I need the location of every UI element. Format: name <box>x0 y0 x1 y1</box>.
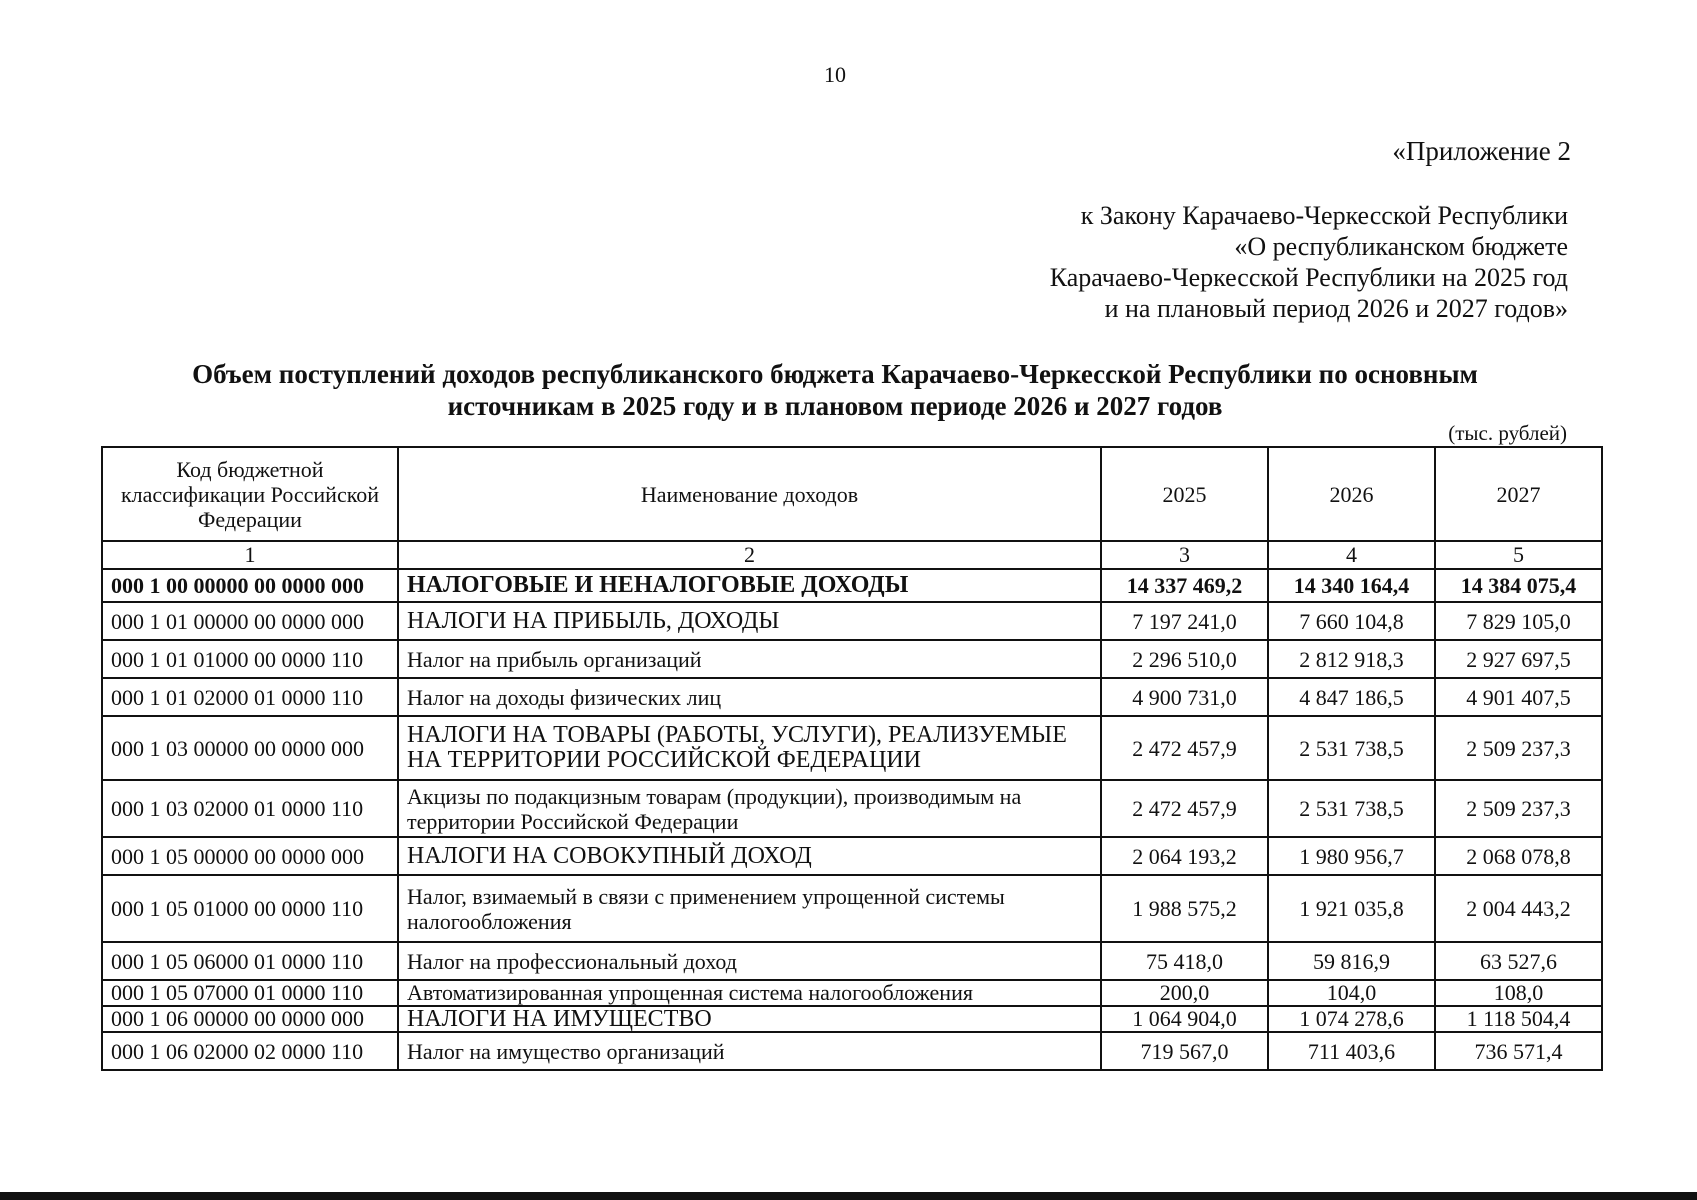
column-number: 5 <box>1435 541 1602 569</box>
row-value-2026: 14 340 164,4 <box>1268 569 1435 602</box>
row-value-2025: 4 900 731,0 <box>1101 678 1268 716</box>
header-year-2027: 2027 <box>1435 447 1602 541</box>
row-name: НАЛОГИ НА ИМУЩЕСТВО <box>398 1006 1101 1032</box>
document-title <box>100 358 1570 422</box>
row-value-2027: 2 509 237,3 <box>1435 716 1602 780</box>
appendix-label: «Приложение 2 <box>1392 136 1571 166</box>
row-code: 000 1 01 01000 00 0000 110 <box>102 640 398 678</box>
document-title-line: источникам в 2025 году и в плановом периоде 2026 и 2027 годов <box>447 391 1223 421</box>
header-code: Код бюджетной классификации Российской Федерации <box>102 447 398 541</box>
row-value-2027: 4 901 407,5 <box>1435 678 1602 716</box>
law-reference-line: Карачаево-Черкесской Республики на 2025 год <box>1049 263 1568 292</box>
row-code: 000 1 03 02000 01 0000 110 <box>102 780 398 837</box>
row-value-2025: 75 418,0 <box>1101 942 1268 980</box>
row-name: НАЛОГОВЫЕ И НЕНАЛОГОВЫЕ ДОХОДЫ <box>398 569 1101 602</box>
row-value-2027: 2 509 237,3 <box>1435 780 1602 837</box>
table-row <box>102 716 1602 780</box>
row-value-2025: 2 064 193,2 <box>1101 837 1268 875</box>
row-code: 000 1 05 00000 00 0000 000 <box>102 837 398 875</box>
row-value-2025: 14 337 469,2 <box>1101 569 1268 602</box>
row-code: 000 1 05 07000 01 0000 110 <box>102 980 398 1006</box>
row-value-2025: 200,0 <box>1101 980 1268 1006</box>
row-value-2025: 1 064 904,0 <box>1101 1006 1268 1032</box>
table-row <box>102 780 1602 837</box>
row-code: 000 1 03 00000 00 0000 000 <box>102 716 398 780</box>
table-row <box>102 569 1602 602</box>
row-value-2025: 7 197 241,0 <box>1101 602 1268 640</box>
row-code: 000 1 00 00000 00 0000 000 <box>102 569 398 602</box>
row-value-2026: 2 531 738,5 <box>1268 780 1435 837</box>
row-value-2026: 1 074 278,6 <box>1268 1006 1435 1032</box>
row-name: Акцизы по подакцизным товарам (продукции), производимым на территории Российской Федерации <box>398 780 1101 837</box>
scan-edge-bar <box>0 1192 1697 1200</box>
header-year-2026: 2026 <box>1268 447 1435 541</box>
row-value-2026: 59 816,9 <box>1268 942 1435 980</box>
law-reference <box>1050 200 1568 324</box>
row-value-2026: 711 403,6 <box>1268 1032 1435 1070</box>
row-value-2025: 1 988 575,2 <box>1101 875 1268 942</box>
header-year-2025: 2025 <box>1101 447 1268 541</box>
row-value-2027: 2 004 443,2 <box>1435 875 1602 942</box>
row-value-2026: 4 847 186,5 <box>1268 678 1435 716</box>
row-value-2026: 1 980 956,7 <box>1268 837 1435 875</box>
row-name: Налог на имущество организаций <box>398 1032 1101 1070</box>
table-row <box>102 1032 1602 1070</box>
table-row <box>102 640 1602 678</box>
units-note: (тыс. рублей) <box>1448 421 1567 445</box>
row-code: 000 1 05 01000 00 0000 110 <box>102 875 398 942</box>
row-name: Налог на доходы физических лиц <box>398 678 1101 716</box>
law-reference-line: «О республиканском бюджете <box>1234 232 1568 261</box>
table-header-row <box>102 447 1602 541</box>
row-code: 000 1 06 02000 02 0000 110 <box>102 1032 398 1070</box>
page-number: 10 <box>824 62 846 87</box>
row-value-2025: 719 567,0 <box>1101 1032 1268 1070</box>
row-code: 000 1 05 06000 01 0000 110 <box>102 942 398 980</box>
table-row <box>102 602 1602 640</box>
table-row <box>102 837 1602 875</box>
table-row <box>102 875 1602 942</box>
column-number: 2 <box>398 541 1101 569</box>
law-reference-line: к Закону Карачаево-Черкесской Республики <box>1080 201 1568 230</box>
document-title-line: Объем поступлений доходов республиканского бюджета Карачаево-Черкесской Республики по основным <box>192 359 1478 389</box>
row-code: 000 1 01 00000 00 0000 000 <box>102 602 398 640</box>
row-value-2026: 1 921 035,8 <box>1268 875 1435 942</box>
row-name: НАЛОГИ НА ПРИБЫЛЬ, ДОХОДЫ <box>398 602 1101 640</box>
revenue-table <box>101 446 1603 1071</box>
row-value-2027: 736 571,4 <box>1435 1032 1602 1070</box>
row-value-2027: 1 118 504,4 <box>1435 1006 1602 1032</box>
row-value-2026: 2 531 738,5 <box>1268 716 1435 780</box>
row-name: НАЛОГИ НА СОВОКУПНЫЙ ДОХОД <box>398 837 1101 875</box>
row-value-2025: 2 472 457,9 <box>1101 780 1268 837</box>
row-value-2027: 2 927 697,5 <box>1435 640 1602 678</box>
column-number: 1 <box>102 541 398 569</box>
law-reference-line: и на плановый период 2026 и 2027 годов» <box>1104 294 1568 323</box>
row-value-2027: 63 527,6 <box>1435 942 1602 980</box>
row-name: Налог на профессиональный доход <box>398 942 1101 980</box>
row-name: Налог, взимаемый в связи с применением упрощенной системы налогообложения <box>398 875 1101 942</box>
table-row <box>102 980 1602 1006</box>
row-value-2026: 104,0 <box>1268 980 1435 1006</box>
row-value-2026: 2 812 918,3 <box>1268 640 1435 678</box>
row-value-2025: 2 296 510,0 <box>1101 640 1268 678</box>
row-code: 000 1 06 00000 00 0000 000 <box>102 1006 398 1032</box>
header-name: Наименование доходов <box>398 447 1101 541</box>
column-number: 4 <box>1268 541 1435 569</box>
column-number-row <box>102 541 1602 569</box>
row-name: НАЛОГИ НА ТОВАРЫ (РАБОТЫ, УСЛУГИ), РЕАЛИЗУЕМЫЕ НА ТЕРРИТОРИИ РОССИЙСКОЙ ФЕДЕРАЦИИ <box>398 716 1101 780</box>
row-value-2026: 7 660 104,8 <box>1268 602 1435 640</box>
table-row <box>102 942 1602 980</box>
row-name: Налог на прибыль организаций <box>398 640 1101 678</box>
table-row <box>102 678 1602 716</box>
row-value-2027: 7 829 105,0 <box>1435 602 1602 640</box>
row-code: 000 1 01 02000 01 0000 110 <box>102 678 398 716</box>
row-value-2027: 2 068 078,8 <box>1435 837 1602 875</box>
row-value-2027: 108,0 <box>1435 980 1602 1006</box>
column-number: 3 <box>1101 541 1268 569</box>
row-value-2027: 14 384 075,4 <box>1435 569 1602 602</box>
row-value-2025: 2 472 457,9 <box>1101 716 1268 780</box>
row-name: Автоматизированная упрощенная система налогообложения <box>398 980 1101 1006</box>
table-row <box>102 1006 1602 1032</box>
